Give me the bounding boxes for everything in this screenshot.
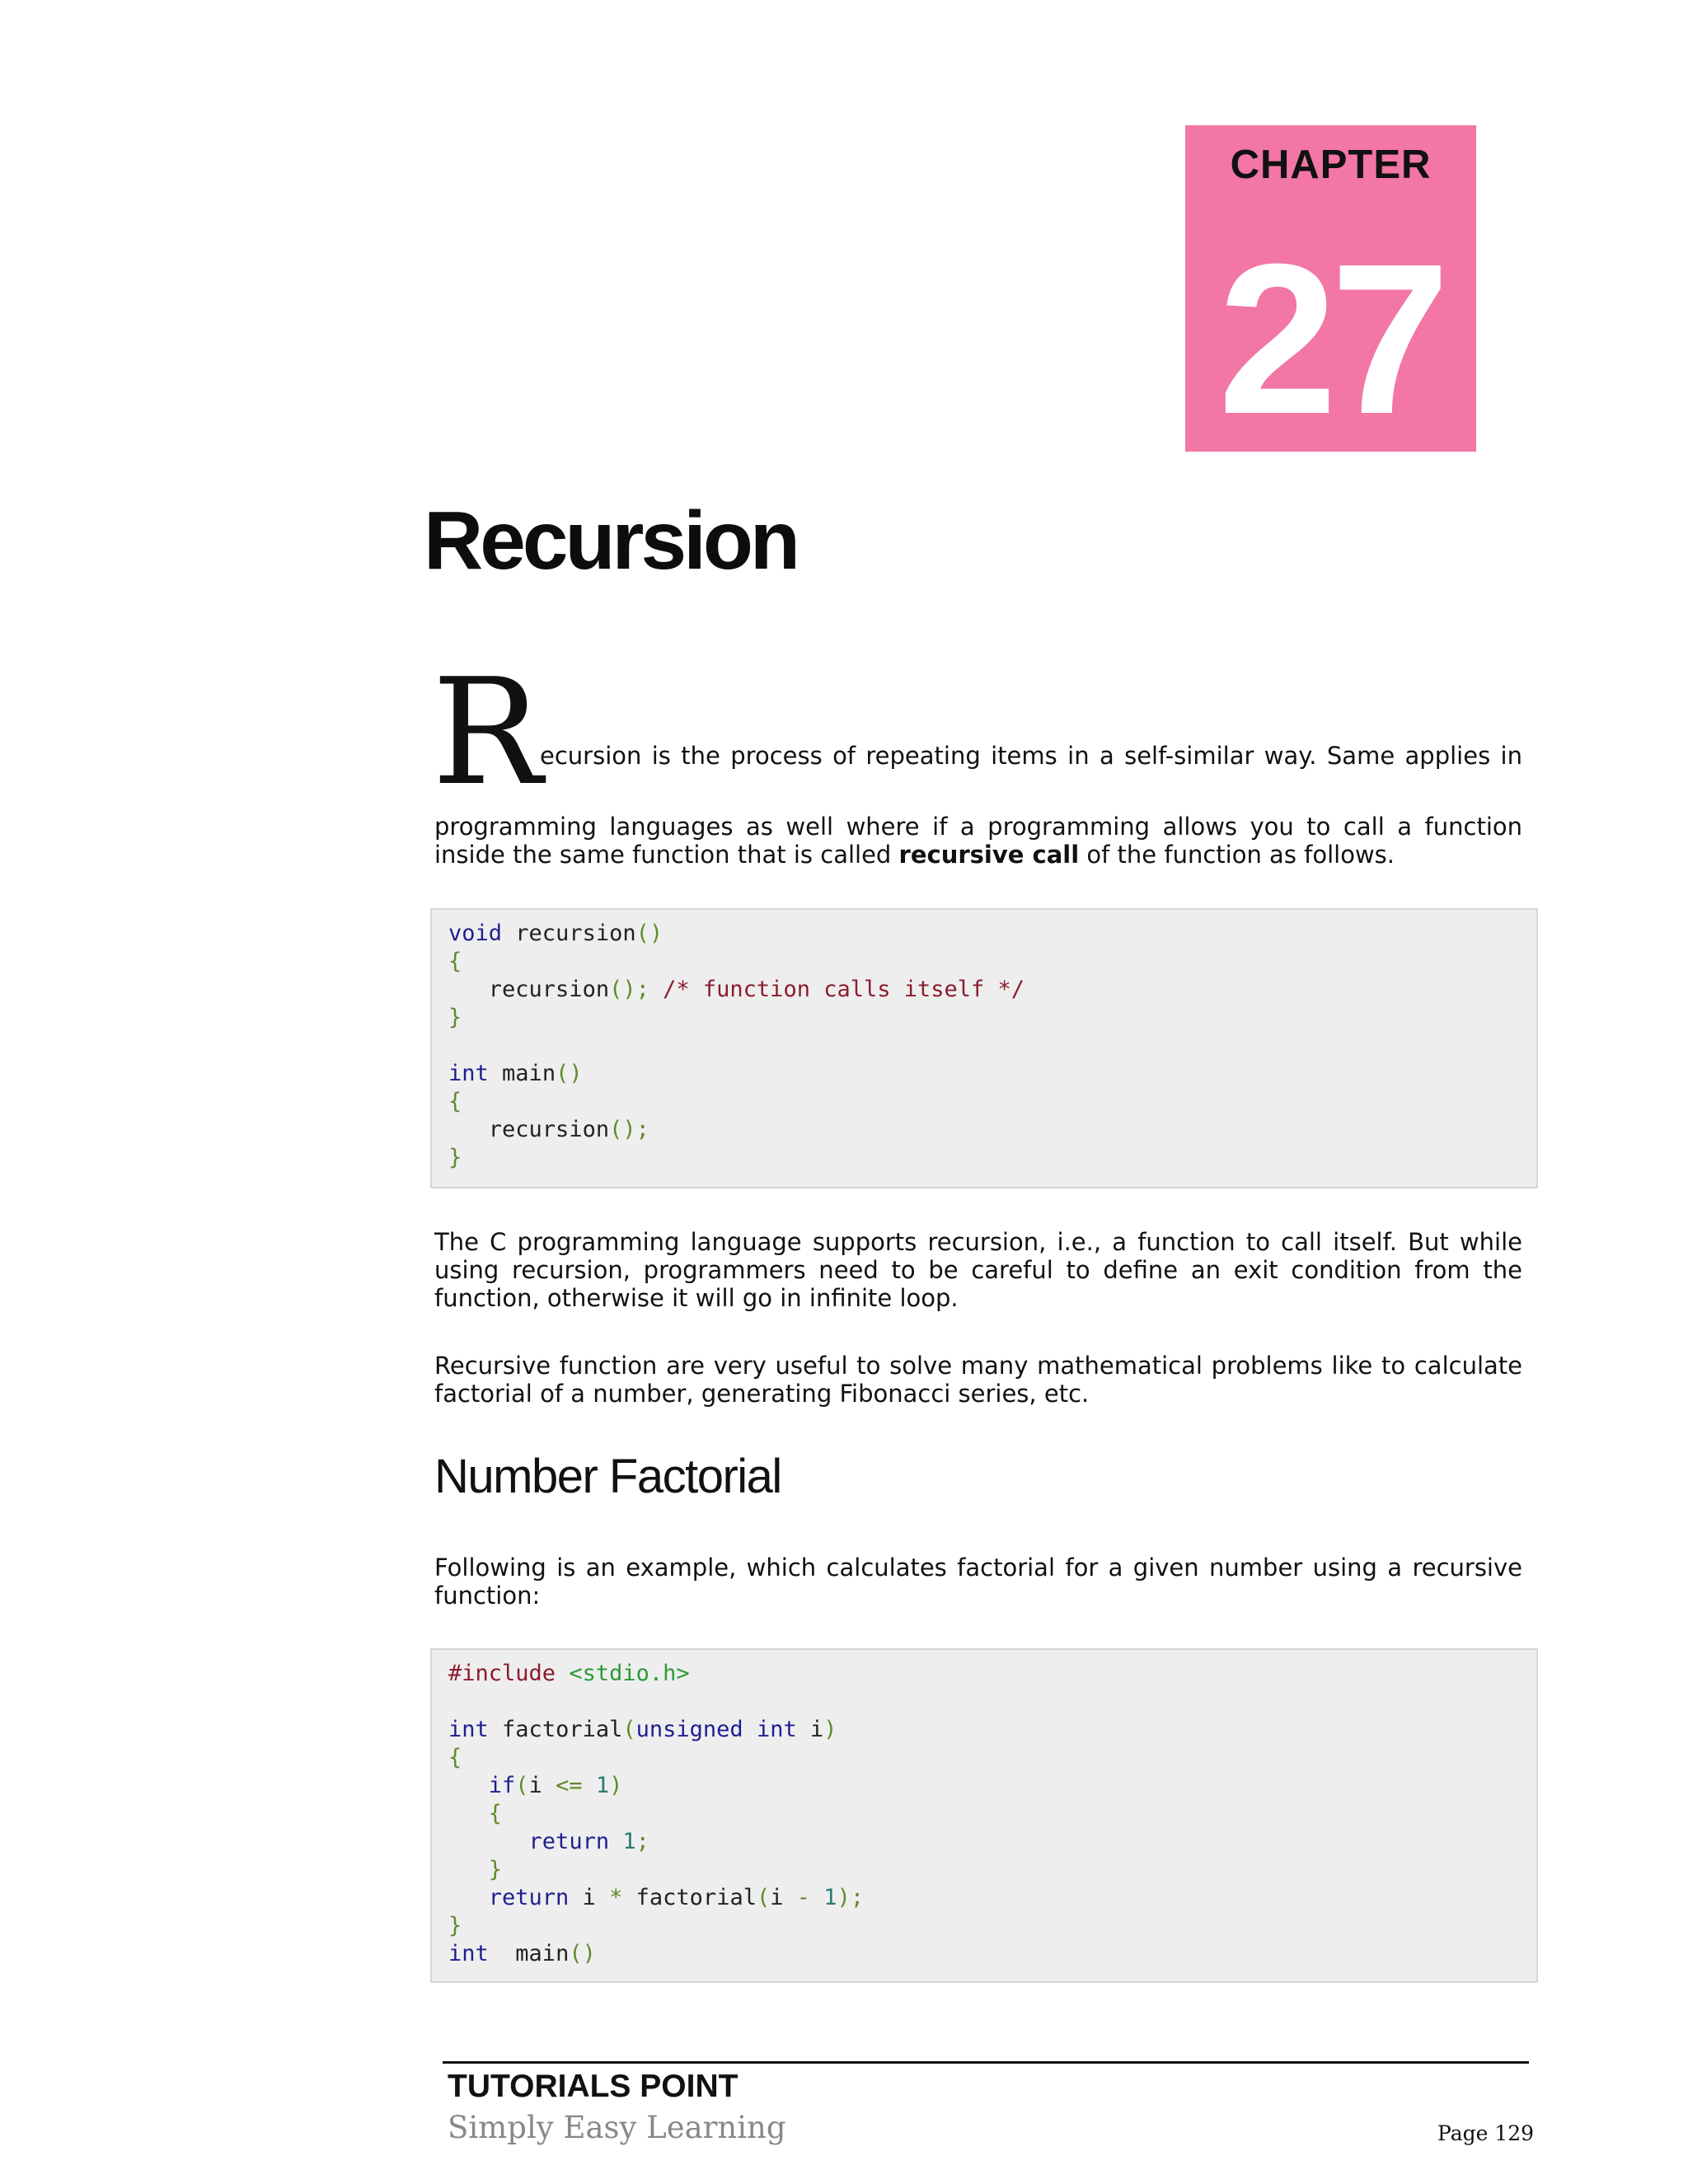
- intro-paragraph: [434, 813, 1522, 869]
- section-heading: Number Factorial: [434, 1450, 781, 1503]
- code-token: 1: [622, 1829, 636, 1854]
- code-token: int: [448, 1941, 489, 1966]
- code-line: [448, 1088, 462, 1116]
- code-token: i: [582, 1885, 596, 1910]
- code-token: ();: [609, 1117, 649, 1142]
- code-token: }: [448, 1913, 462, 1938]
- code-line: [448, 1116, 649, 1144]
- code-comment: /* function calls itself */: [663, 977, 1025, 1002]
- code-token: i: [528, 1773, 542, 1798]
- code-token: }: [488, 1857, 503, 1882]
- drop-cap: R: [432, 647, 543, 818]
- paragraph-factorial-intro: Following is an example, which calculates factorial for a given number using a recursive function:: [434, 1554, 1522, 1610]
- code-token: -: [796, 1885, 811, 1910]
- code-token: recursion: [488, 1117, 610, 1142]
- intro-text: programming languages as well where if a programming allows you to call a function inside the same function that is called: [434, 813, 1522, 869]
- chapter-number: 27: [1217, 220, 1444, 459]
- chapter-badge: [1185, 125, 1476, 459]
- code-token: void: [448, 921, 503, 946]
- code-token: if: [488, 1773, 516, 1798]
- code-token: {: [448, 1745, 462, 1770]
- code-token: recursion: [515, 921, 636, 946]
- code-token: {: [448, 949, 462, 974]
- code-token: main: [502, 1061, 556, 1086]
- code-line: [448, 1060, 583, 1088]
- code-line: [448, 1716, 837, 1744]
- code-line: [448, 1660, 690, 1688]
- code-token: (): [569, 1941, 596, 1966]
- code-token: (): [556, 1061, 583, 1086]
- code-token: <=: [556, 1773, 583, 1798]
- code-token: ): [823, 1717, 837, 1742]
- code-line: [448, 1884, 864, 1912]
- page-number: Page 129: [1437, 2121, 1535, 2145]
- footer-tagline: Simply Easy Learning: [448, 2110, 786, 2145]
- code-line: [448, 948, 462, 976]
- chapter-title: Recursion: [424, 494, 798, 587]
- code-token: (): [635, 921, 663, 946]
- code-token: unsigned: [635, 1717, 743, 1742]
- code-token: {: [488, 1801, 503, 1826]
- footer-divider: [443, 2061, 1529, 2064]
- code-token: {: [448, 1089, 462, 1114]
- code-block-factorial: [430, 1648, 1538, 1983]
- code-token: 1: [823, 1885, 837, 1910]
- code-line: [448, 1856, 502, 1884]
- code-token: (: [622, 1717, 636, 1742]
- code-line: [448, 1144, 462, 1172]
- code-line: [448, 920, 663, 948]
- footer-brand: TUTORIALS POINT: [448, 2069, 738, 2104]
- code-token: (: [756, 1885, 771, 1910]
- paragraph-recursion-support: The C programming language supports recursion, i.e., a function to call itself. But while using recursion, programmers need to be careful to define an exit condition from the function, otherwise it will go in infinite loop.: [434, 1228, 1522, 1312]
- intro-first-line: ecursion is the process of repeating items in a self-similar way. Same applies in: [540, 742, 1522, 770]
- code-token: factorial: [502, 1717, 623, 1742]
- intro-text-end: of the function as follows.: [1079, 841, 1395, 869]
- code-token: main: [515, 1941, 570, 1966]
- code-token: (: [515, 1773, 529, 1798]
- code-token: factorial: [635, 1885, 757, 1910]
- code-token: *: [609, 1885, 623, 1910]
- code-line: [448, 1940, 596, 1968]
- code-line: [448, 1912, 462, 1940]
- code-token: ;: [635, 1829, 649, 1854]
- code-token: int: [448, 1061, 489, 1086]
- chapter-label: CHAPTER: [1230, 143, 1432, 187]
- code-line: [448, 1004, 462, 1032]
- code-token: return: [528, 1829, 610, 1854]
- code-token: i: [809, 1717, 824, 1742]
- code-token: i: [770, 1885, 784, 1910]
- code-token: }: [448, 1145, 462, 1170]
- code-token: <stdio.h>: [569, 1661, 690, 1686]
- code-line: [448, 1772, 622, 1800]
- code-token: return: [488, 1885, 570, 1910]
- code-token: }: [448, 1005, 462, 1030]
- code-token: recursion: [488, 977, 610, 1002]
- code-token: int: [756, 1717, 797, 1742]
- intro-bold-term: recursive call: [898, 841, 1080, 869]
- code-token: 1: [595, 1773, 610, 1798]
- code-line: [448, 1828, 649, 1856]
- code-line: [448, 1744, 462, 1772]
- code-token: #include: [448, 1661, 556, 1686]
- code-token: );: [837, 1885, 865, 1910]
- code-token: ): [609, 1773, 623, 1798]
- code-block-recursion: [430, 908, 1538, 1188]
- code-token: ();: [609, 977, 649, 1002]
- code-token: int: [448, 1717, 489, 1742]
- paragraph-recursion-uses: Recursive function are very useful to solve many mathematical problems like to calculate factorial of a number, generating Fibonacci series, etc.: [434, 1352, 1522, 1408]
- code-line: [448, 1800, 502, 1828]
- code-line: [448, 976, 1025, 1004]
